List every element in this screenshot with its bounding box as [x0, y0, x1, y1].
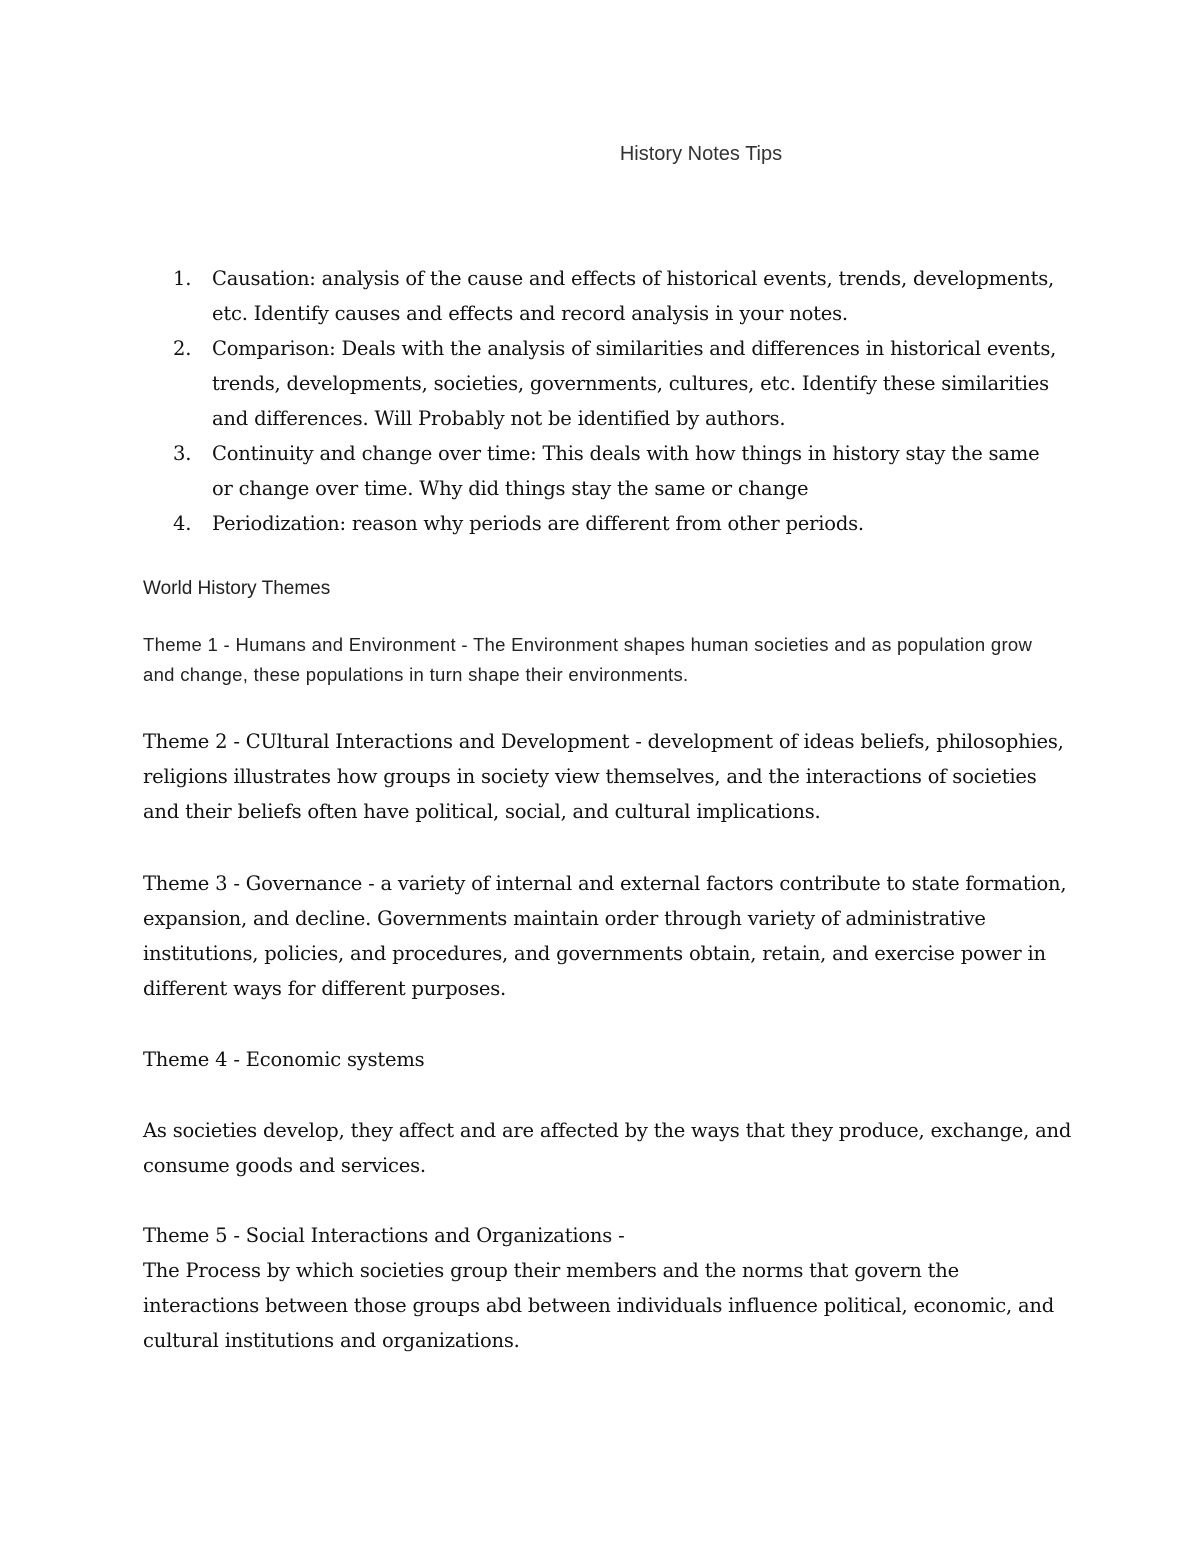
list-number: 4.: [173, 512, 192, 535]
list-item: [145, 436, 1065, 506]
theme-4-heading: Theme 4 - Economic systems: [143, 1048, 425, 1071]
theme-3-paragraph: Theme 3 - Governance - a variety of internal and external factors contribute to state formation, expansion, and decline. Governments maintain order through variety of administrative institutions, policies, and procedures, and governments obtain, retain, and exercise power in different ways for different purposes.: [143, 872, 1067, 1000]
list-item-text: Continuity and change over time: This deals with how things in history stay the same or change over time. Why did things stay the same or change: [212, 442, 1040, 500]
theme-5-section: [143, 1218, 1073, 1358]
list-item-text: Periodization: reason why periods are different from other periods.: [212, 512, 864, 535]
tips-list: [145, 261, 1065, 541]
theme-5-heading: Theme 5 - Social Interactions and Organizations -: [143, 1224, 625, 1247]
theme-4-paragraph: As societies develop, they affect and are affected by the ways that they produce, exchange, and consume goods and services.: [143, 1119, 1072, 1177]
theme-1-paragraph: Theme 1 - Humans and Environment - The Environment shapes human societies and as population grow and change, these populations in turn shape their environments.: [143, 634, 1033, 685]
list-number: 2.: [173, 337, 192, 360]
document-title: History Notes Tips: [619, 143, 783, 165]
list-item: [145, 331, 1065, 436]
list-number: 3.: [173, 442, 192, 465]
list-number: 1.: [173, 267, 192, 290]
theme-2-paragraph: Theme 2 - CUltural Interactions and Development - development of ideas beliefs, philosophies, religions illustrates how groups in society view themselves, and the interactions of societies and their beliefs often have political, social, and cultural implications.: [143, 730, 1064, 823]
list-item-text: Causation: analysis of the cause and effects of historical events, trends, developments, etc. Identify causes and effects and record analysis in your notes.: [212, 267, 1055, 325]
list-item-text: Comparison: Deals with the analysis of similarities and differences in historical events, trends, developments, societies, governments, cultures, etc. Identify these similarities and differences. Will Probably not be identified by authors.: [212, 337, 1057, 430]
theme-5-paragraph: The Process by which societies group their members and the norms that govern the interactions between those groups abd between individuals influence political, economic, and cultural institutions and organizations.: [143, 1259, 1055, 1352]
section-heading: World History Themes: [143, 578, 331, 599]
list-item: [145, 506, 1065, 541]
list-item: [145, 261, 1065, 331]
